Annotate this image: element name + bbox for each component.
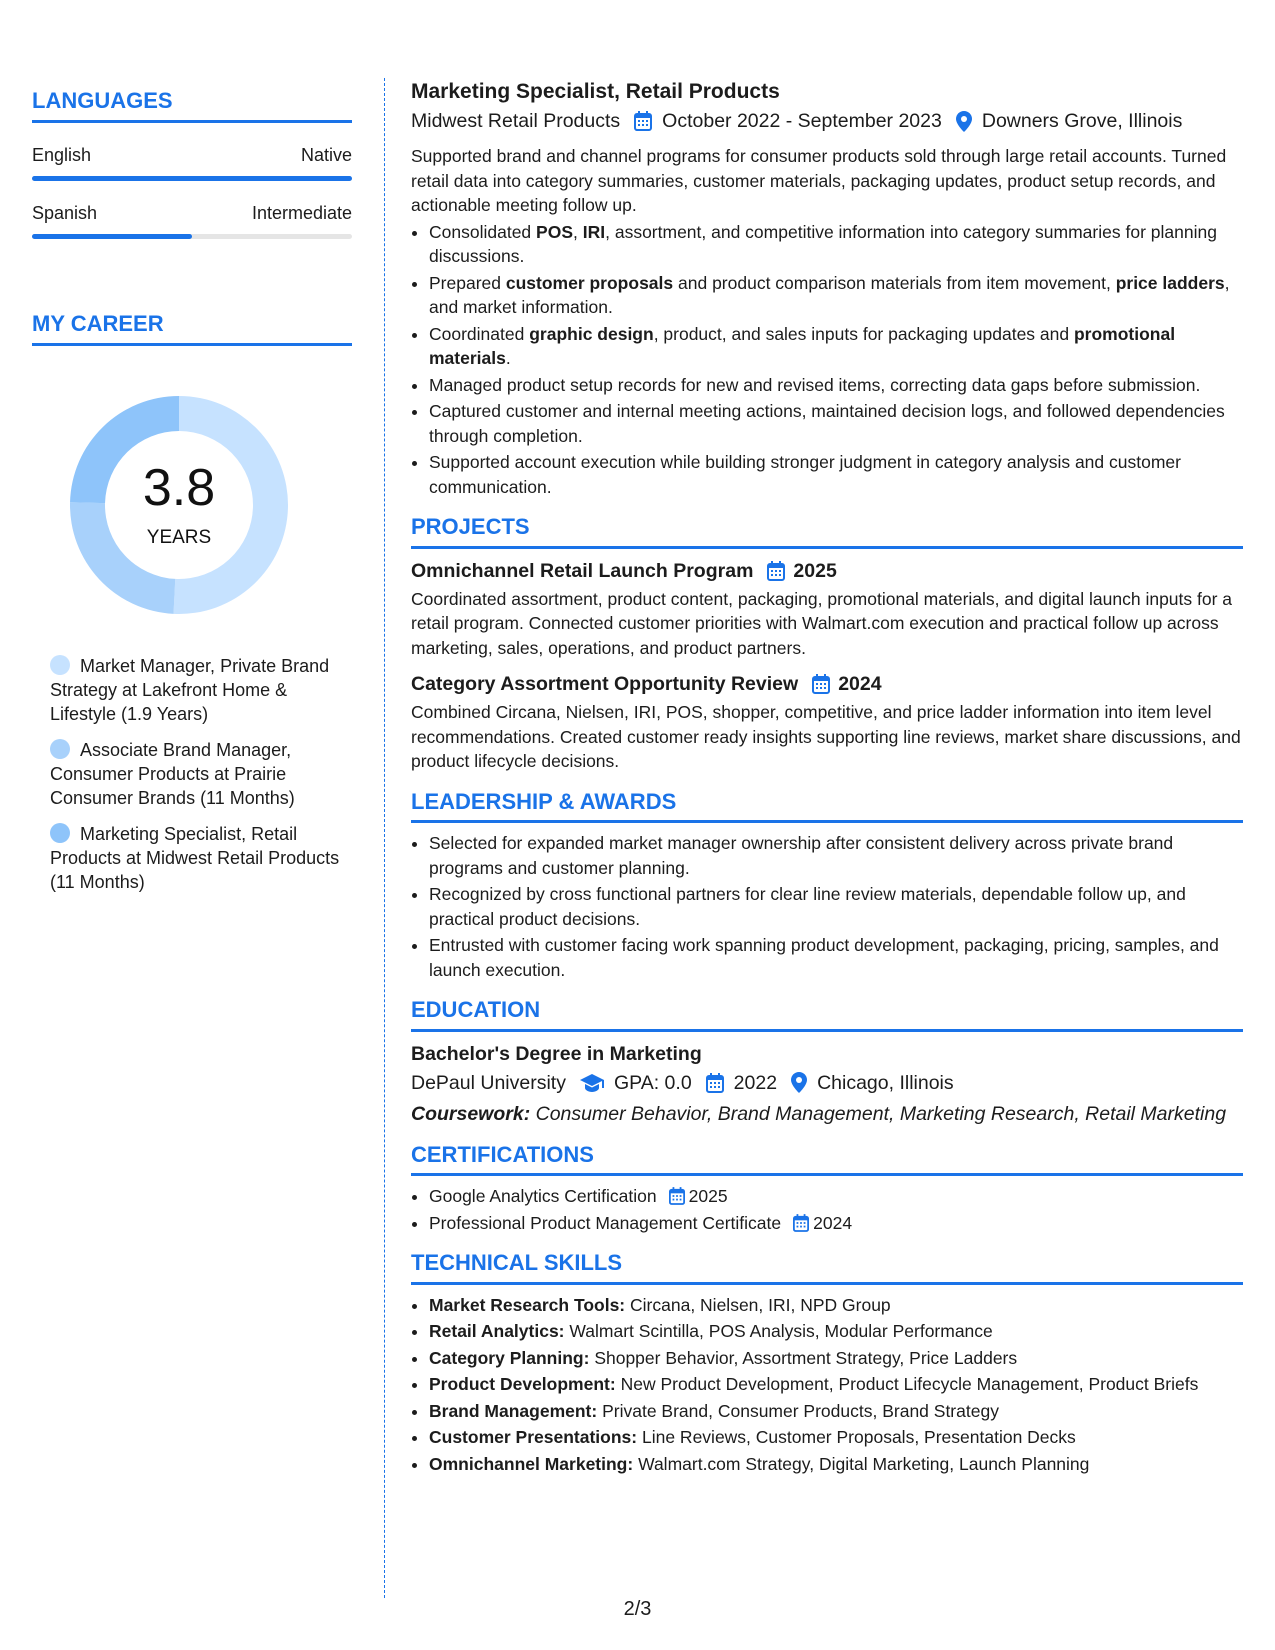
- skill-value: Line Reviews, Customer Proposals, Presentation Decks: [641, 1427, 1076, 1447]
- career-dot-icon: [50, 739, 70, 759]
- project-year: 2024: [838, 673, 882, 695]
- job-title: Marketing Specialist, Retail Products: [411, 80, 780, 103]
- skill-item: [429, 1319, 1243, 1344]
- leadership-item: • Selected for expanded market manager ownership after consistent delivery across private brand programs and customer planning.: [429, 831, 1243, 880]
- skill-item: [429, 1372, 1243, 1397]
- certification-item: [429, 1211, 1243, 1236]
- projects-title: PROJECTS: [411, 515, 1243, 549]
- language-name: Spanish: [32, 203, 98, 223]
- main-content: [411, 78, 1243, 1478]
- location-pin-icon: [956, 111, 972, 132]
- job-bullet: [429, 322, 1243, 371]
- skill-label: Product Development:: [429, 1374, 616, 1394]
- language-proficiency-bar: [32, 234, 352, 239]
- certifications-title: CERTIFICATIONS: [411, 1143, 1243, 1177]
- skill-item: [429, 1293, 1243, 1318]
- language-item: [32, 203, 352, 239]
- page-number: 2/3: [623, 1598, 652, 1620]
- calendar-icon: [634, 111, 652, 131]
- education-meta: [411, 1068, 1243, 1098]
- job-bullet-text: , product, and sales inputs for packaging updates and: [653, 323, 1074, 344]
- education-school: DePaul University: [411, 1071, 566, 1094]
- project-year: 2025: [793, 559, 837, 582]
- skill-label: Retail Analytics:: [429, 1321, 565, 1341]
- skill-label: Omnichannel Marketing:: [429, 1453, 634, 1474]
- job-bullet: [429, 373, 1243, 398]
- career-item-text: Marketing Specialist, Retail Products at Midwest Retail Products (11 Months): [50, 824, 340, 892]
- career-item-text: Market Manager, Private Brand Strategy at Lakefront Home & Lifestyle (1.9 Years): [50, 656, 330, 724]
- skills-section: [411, 1251, 1243, 1476]
- job-bullet-text: Coordinated: [429, 323, 530, 344]
- certifications-section: [411, 1143, 1243, 1236]
- job-bullet-text: Captured customer and internal meeting actions, maintained decision logs, and followed dependencies through completion.: [429, 401, 1225, 446]
- languages-section: [32, 88, 352, 239]
- skill-item: [429, 1399, 1243, 1424]
- skill-value: Circana, Nielsen, IRI, NPD Group: [630, 1294, 891, 1315]
- experience-entry: [411, 78, 1243, 499]
- leadership-section: [411, 790, 1243, 983]
- language-item: [32, 145, 352, 181]
- left-sidebar: [32, 88, 352, 894]
- career-item-text: Associate Brand Manager, Consumer Products at Prairie Consumer Brands (11 Months): [50, 740, 295, 808]
- job-bullet-text: and product comparison materials from item movement,: [673, 272, 1116, 293]
- project-item: [411, 670, 1243, 774]
- education-degree: Bachelor's Degree in Marketing: [411, 1042, 702, 1065]
- skill-item: [429, 1346, 1243, 1371]
- education-section: [411, 998, 1243, 1127]
- career-section: [32, 311, 352, 894]
- career-list: [32, 654, 352, 894]
- skills-title: TECHNICAL SKILLS: [411, 1251, 1243, 1285]
- skill-value: Shopper Behavior, Assortment Strategy, Price Ladders: [594, 1347, 1018, 1368]
- career-title: MY CAREER: [32, 311, 352, 346]
- job-bullet: [429, 220, 1243, 269]
- language-level: Intermediate: [251, 203, 352, 223]
- job-description: Supported brand and channel programs for consumer products sold through large retail accounts. Turned retail data into category summaries, customer materials, packaging updates, product setup records, and actionable meeting follow up.: [411, 146, 1227, 215]
- job-bullet: [429, 450, 1243, 499]
- leadership-title: LEADERSHIP & AWARDS: [411, 790, 1243, 824]
- graduation-cap-icon: [580, 1074, 604, 1092]
- job-company: Midwest Retail Products: [411, 110, 621, 132]
- job-bullets: [411, 220, 1243, 500]
- skill-item: [429, 1425, 1243, 1450]
- skill-value: New Product Development, Product Lifecycle Management, Product Briefs: [620, 1374, 1199, 1394]
- career-dot-icon: [50, 823, 70, 843]
- coursework-label: Coursework:: [411, 1102, 531, 1125]
- calendar-icon: [767, 561, 785, 581]
- project-description: Combined Circana, Nielsen, IRI, POS, shopper, competitive, and price ladder information into item level recommendations. Created customer ready insights supporting line reviews, market share discussions, and product lifecycle decisions.: [411, 702, 1241, 771]
- job-bullet-keyword: IRI: [582, 221, 606, 242]
- career-total-unit: YEARS: [146, 527, 212, 548]
- skill-label: Category Planning:: [429, 1347, 590, 1368]
- language-proficiency-fill: [32, 234, 192, 239]
- job-bullet-keyword: customer proposals: [505, 272, 674, 293]
- language-proficiency-fill: [32, 176, 352, 181]
- job-bullet-keyword: graphic design: [529, 323, 654, 344]
- job-bullet-text: , assortment, and competitive information into category summaries for planning discussions.: [429, 221, 1217, 266]
- skill-value: Private Brand, Consumer Products, Brand Strategy: [602, 1400, 999, 1421]
- certifications-list: [411, 1184, 1243, 1235]
- education-gpa: GPA: 0.0: [613, 1071, 692, 1094]
- job-location: Downers Grove, Illinois: [981, 110, 1183, 132]
- skill-label: Brand Management:: [429, 1400, 598, 1421]
- job-bullet-keyword: price ladders: [1115, 272, 1225, 293]
- leadership-list: [411, 831, 1243, 982]
- job-bullet-text: Supported account execution while building stronger judgment in category analysis and customer communication.: [429, 452, 1181, 497]
- project-item: [411, 557, 1243, 661]
- certification-year: 2024: [813, 1212, 853, 1233]
- skill-value: Walmart.com Strategy, Digital Marketing, Launch Planning: [638, 1453, 1090, 1474]
- job-bullet: [429, 399, 1243, 448]
- education-coursework: [411, 1102, 1243, 1127]
- language-proficiency-bar: [32, 176, 352, 181]
- job-meta: [411, 106, 1243, 136]
- job-bullet-text: Consolidated: [429, 221, 537, 242]
- career-donut-slice: [70, 502, 175, 614]
- job-dates: October 2022 - September 2023: [662, 110, 942, 132]
- projects-section: [411, 515, 1243, 774]
- job-bullet-text: .: [505, 348, 511, 368]
- career-item: [50, 738, 352, 810]
- column-divider: [384, 78, 385, 1598]
- certification-name: • Professional Product Management Certificate: [429, 1212, 782, 1233]
- skill-label: Customer Presentations:: [429, 1427, 638, 1447]
- certification-item: [429, 1184, 1243, 1209]
- languages-title: LANGUAGES: [32, 88, 352, 123]
- career-item: [50, 654, 352, 726]
- job-bullet-keyword: promotional materials: [429, 323, 1176, 368]
- job-bullet-text: , and market information.: [429, 272, 1230, 317]
- project-name: Omnichannel Retail Launch Program: [411, 559, 754, 582]
- job-bullet-text: Managed product setup records for new and revised items, correcting data gaps before submission.: [429, 374, 1201, 395]
- education-year: 2022: [733, 1071, 778, 1094]
- calendar-icon: [793, 1214, 809, 1232]
- education-location: Chicago, Illinois: [817, 1071, 954, 1094]
- language-level: Native: [300, 145, 352, 165]
- job-bullet-text: ,: [573, 221, 583, 242]
- leadership-item: • Recognized by cross functional partners for clear line review materials, dependable follow up, and practical product decisions.: [429, 882, 1243, 931]
- project-name: Category Assortment Opportunity Review: [411, 673, 799, 695]
- skill-label: Market Research Tools:: [429, 1294, 626, 1315]
- language-name: English: [32, 145, 92, 165]
- certification-year: 2025: [688, 1186, 728, 1206]
- calendar-icon: [706, 1073, 724, 1093]
- location-pin-icon: [791, 1072, 807, 1093]
- certification-name: • Google Analytics Certification: [429, 1186, 657, 1206]
- coursework-text: Consumer Behavior, Brand Management, Marketing Research, Retail Marketing: [535, 1102, 1227, 1125]
- career-donut-chart: [64, 390, 294, 620]
- leadership-item: • Entrusted with customer facing work spanning product development, packaging, pricing, samples, and launch execution.: [429, 933, 1243, 982]
- skill-value: Walmart Scintilla, POS Analysis, Modular Performance: [569, 1321, 993, 1341]
- skills-list: [411, 1293, 1243, 1477]
- skill-item: [429, 1452, 1243, 1477]
- calendar-icon: [812, 674, 830, 694]
- career-dot-icon: [50, 655, 70, 675]
- career-item: [50, 822, 352, 894]
- job-bullet-keyword: POS: [536, 221, 573, 242]
- education-title: EDUCATION: [411, 998, 1243, 1032]
- calendar-icon: [669, 1187, 685, 1205]
- job-bullet-text: Prepared: [429, 272, 506, 293]
- job-bullet: [429, 271, 1243, 320]
- project-description: Coordinated assortment, product content, packaging, promotional materials, and digital launch inputs for a retail program. Connected customer priorities with Walmart.com execution and practical follow up across marketing, sales, operations, and product partners.: [411, 588, 1233, 658]
- career-total-years: 3.8: [142, 459, 216, 517]
